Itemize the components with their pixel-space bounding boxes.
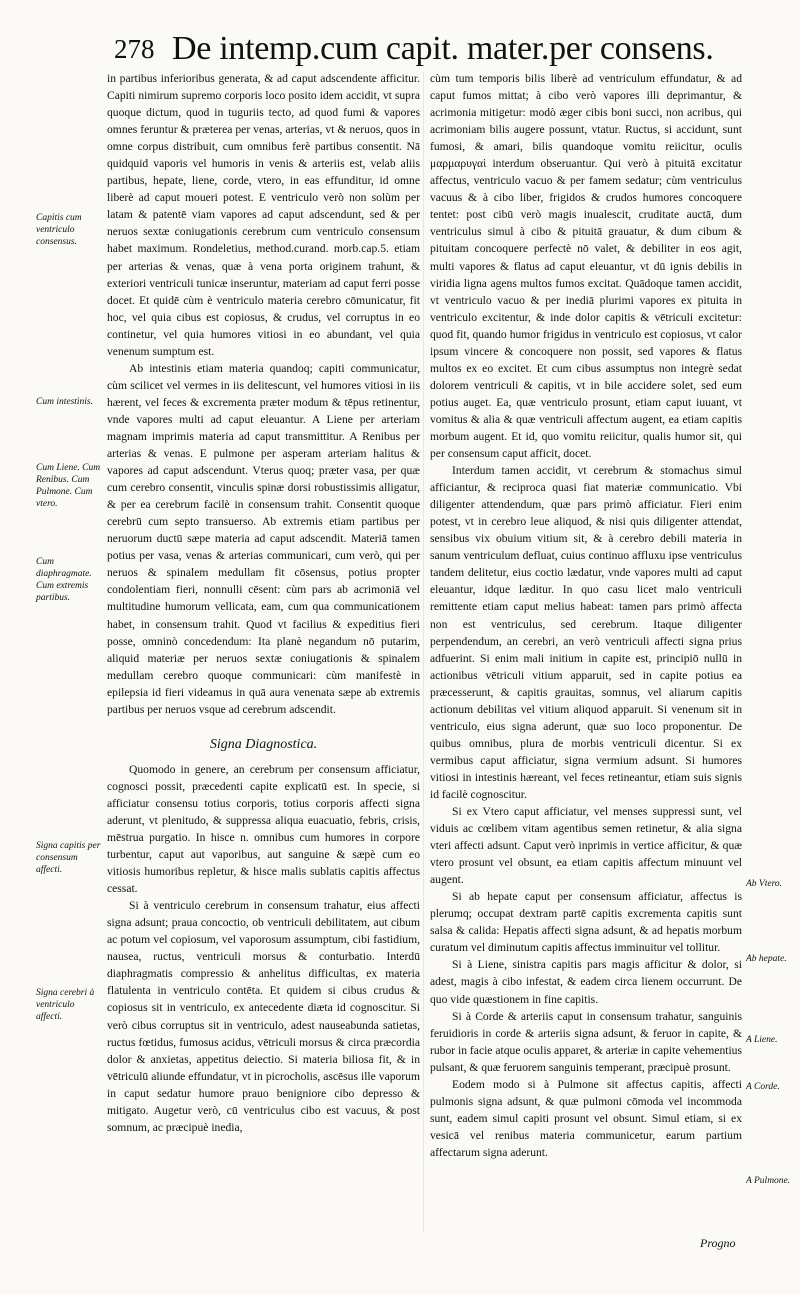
paragraph: Si à Liene, sinistra capitis pars magis afficitur & dolor, si adest, magis à cibo infestat, & eadem circa lienem occurrunt. De quo vide quæstionem in fine capitis. — [430, 958, 742, 1006]
margin-note: Cum intestinis. — [36, 397, 94, 407]
paragraph: Si à Corde & arteriis caput in consensum trahatur, sanguinis feruidioris in corde & arteriis signa adsunt, & feruor in capite, & rubor in facie atque oculis apparet, & arteriæ in capite vehementius pulsant, & quæ feruorem sanguinis temperant, præcipuè prosunt. — [430, 1009, 742, 1074]
margin-note: Capitis cum ventriculo consensus. — [36, 213, 82, 247]
margin-note: A Liene. — [746, 1035, 778, 1045]
paragraph: in partibus inferioribus generata, & ad caput adscendente afficitur. Capiti nimirum supremo corporis loco posito idem accidit, vt supra quoque dictum, quod in tuguriis tecto, ad quod fumi & vapores omnes feruntur & præterea per venas, arterias, vt & neruos, quos in omne corpus distribuit, cum omnibus ferè partibus consentit. Nā quidquid vaporis vel humoris in venis & arteriis est, velab aliis partibus, hepate, liene, corde, vtero, in eas effunditur, id omne liberè ad caput moueri potest. E ventriculo verò non solùm per latam & patentē viam vapores ad caput adscendunt, sed & per neruos sextæ coniugationis cerebrum cum ventriculo consensum habet maximum. Rondeletius, method.curand. morb.cap.5. etiam per arterias & venas, quæ à vena porta originem trahunt, & exteriori ventriculi tunicæ inseruntur, materiam ad caput ferri posse docet. Et quidē cùm è ventriculo materia cerebro cōmunicatur, fit hoc, vel quia cibus est copiosus, & crudus, vel corruptus in eo continetur, vel quia humores vitiosi in eo abundant, vel quia venenum sumptum est. — [107, 72, 420, 358]
margin-note: A Pulmone. — [746, 1176, 791, 1186]
margin-note: Cum Liene. Cum Renibus. Cum Pulmone. Cum vtero. — [36, 463, 101, 509]
margin-note: Cum diaphragmate. Cum extremis partibus. — [36, 557, 92, 603]
paragraph: cùm tum temporis bilis liberè ad ventriculum effundatur, & ad caput fumos mittat; à cibo verò vapores illi deprimantur, & acrimonia mitigetur: modò æger cibis boni succi, non acribus, qui acrimoniam bilis augere possunt, vtatur. Ructus, si accidunt, sunt fumosi, & amari, bilis quandoque vomitu reiicitur, oculis μαρμαρυγαὶ interdum obseruantur. Qui verò à pituitā excitatur affectus, ventriculo vacuo & per famem sedatur; cùm ventriculus vacuus & à cibo liber, frigidos & crudos humores concoquere tentet: post cibū verò magis inualescit, cruditate auctā, dum ventriculus simul à cibo & pituitā grauatur, & dum cibum & pituitam concoquere perfectè nō valet, & debiliter in eos agit, multi vapores & flatus ad caput eleuantur, vt dū ignis debilis in viridia ligna agens multos fumos excitat. Quādoque tamen accidit, vt ventriculo vacuo & per inediā plurimi vapores ex pituita in ventriculo excitentur, & inde dolor capitis & vētriculi excitetur: quod fit, quando humor frigidus in ventriculo est copiosus, vt calor ipsum vincere & concoquere non possit, sed vapores & flatus multos ex eo excitet. Et cum cibus assumptus non integrè sedat dolorem ventriculi & capitis, vt in bile accidere solet, sed eum potius auget. Ea, quæ ventriculo prosunt, etiam caput iuuant, vt vomitus & alia & quæ ventriculi affectum augent, ea etiam capitis morbum augent. Et id, quo vomitu reiicitur, qualis humor sit, qui per consensum caput afficit, docet. — [430, 72, 742, 461]
margin-note: Signa capitis per consensum affecti. — [36, 841, 101, 875]
right-column — [430, 70, 742, 1161]
section-heading: Signa Diagnostica. — [209, 736, 318, 752]
catchword: Progno — [700, 1236, 736, 1250]
page-header — [100, 30, 800, 70]
left-column — [107, 70, 420, 1136]
margin-note: A Corde. — [746, 1082, 780, 1092]
paragraph: Si ab hepate caput per consensum afficiatur, affectus is plerumq; occupat dextram partē capitis excrementa capitis sunt salsa & calida: Hepatis affecti signa adsunt, & ad hepatis morbum curatum vel diminutum capitis affectus imminuitur vel tollitur. — [430, 890, 742, 955]
paragraph: Interdum tamen accidit, vt cerebrum & stomachus simul afficiantur, & reciproca quasi fiat materiæ communicatio. Vbi diligenter attendendum, quæ pars primò afficiatur. Fieri enim potest, vt in cerebro leue aliquod, & nisi quis diligenter attendat, sensibus vix obuium vitium sit, & à cerebro debili materia in sanum ventriculum defluat, cuius continuo affluxu ipse ventriculus tandem delitetur, eius coctio lædatur, vnde vapores multi ad caput eleuantur, idque læditur. In quo casu licet malo ventriculi remittente etiam caput melius habeat: tamen pars primò affecta non est ventriculus, sed cerebrum. Itaque diligenter perpendendum, an cerebri, an verò ventriculi affecti signa prius adfuerint. Si enim mali initium in capite est, principiō nullū in actionibus vētriculi vitium apparuit, sed in capite potius ea præcesserunt, & capitis grauitas, somnus, vel aliarum capitis actionum debilitas vel vitium aliquod apparuit. Si venenum sit in ventriculo, eius signa aderunt, quæ suo loco proponentur. De quibus omnibus, plura de morbis ventriculi dicentur. Si ex vermibus caput afficiatur, signa vermium adsunt. Si humores vitiosi in intestinis hæreant, vel feces retineantur, etiam suis signis id facilè cognoscitur. — [430, 464, 742, 801]
margin-note: Ab hepate. — [746, 954, 787, 964]
paragraph: Ab intestinis etiam materia quandoq; capiti communicatur, cùm scilicet vel vermes in iis delitescunt, vel humores vitiosi in iis hærent, vel feces & excrementa præter modum & tēpus retinentur, vnde vapores multi ad caput eleuantur. A Liene per arteriam magnam imprimis materia ad caput transmittitur. A Renibus per arterias & venas. E pulmone per asperam arteriam halitus & vapores ad caput adscendunt. Vterus quoq; præter vasa, per quæ cum cerebro consentit, vinculis spinæ dorsi robustissimis alligatur, & per ea cerebrum facilè in consensum trahit. Consentit quoque cerebrū cum septo transuerso. Ab extremis etiam partibus per neruorum ductū sæpe materia ad caput adscendit. Materiā tamen potius per vasa, venas & arterias communicari, cum verò, qui per neruos & spinalem medullam fit cōsensus, potius propter condolentiam fieri, nonnulli cēsent: cùm pars ab acrimoniā vel multitudine humorum vellicata, eam, cum qua communicationem habet, in consensum trahit. Quod vt facilius & expeditius fieri posse, omninò concedendum: Ita planè negandum nō putarim, aliquid materiæ per neruos sextæ coniugationis & spinalem medullam cerebro quoque communicari: cùm manifestè in epilepsia id fieri videamus in quā aura venenata sæpe ab extremis partibus per neruos vsque ad cerebrum adscendit. — [107, 361, 420, 716]
page-number: 278 — [114, 34, 155, 64]
column-gutter — [423, 72, 424, 1232]
margin-note: Signa cerebri à ventriculo affecti. — [36, 988, 95, 1022]
running-head: De intemp.cum capit. mater.per consens. — [172, 30, 714, 67]
paragraph: Eodem modo si à Pulmone sit affectus capitis, affecti pulmonis signa adsunt, & quæ pulmoni cōmoda vel incommoda sunt, eadem simul capiti prosunt vel obsunt. Simul etiam, si ex vesicā vel renibus materia communicetur, earum partium affectarum signa aderunt. — [430, 1077, 742, 1159]
paragraph: Si ex Vtero caput afficiatur, vel menses suppressi sunt, vel viduis ac cœlibem vitam agentibus semen retinetur, & alia signa vteri affecti adsunt. Caput verò inprimis in vertice afficitur, & quæ vtero prosunt vel obsunt, ea etiam capitis affectum minuunt vel augent. — [430, 805, 742, 887]
paragraph: Si à ventriculo cerebrum in consensum trahatur, eius affecti signa adsunt; praua concoctio, ob ventriculi debilitatem, aut cibum ac potum vel copiosum, vel vaporosum assumptum, cibi fastidium, nausea, ructus, ventriculi morsus & conturbatio. Interdū diaphragmatis compressio & anhelitus difficultas, ex materia flatulenta in ventriculo contēta. Et quidem si cibus crudus & copiosus sit in ventriculo, ex antecedente diæta id cognoscitur. Si verò cibus corruptus sit in ventriculo, adest nauseabunda satietas, ructus fœtidus, fumosus acidus, vētriculi morsus & circa præcordia dolor & anxietas, appetitus deiectio. Si materia biliosa fit, & in vētriculū aliunde effundatur, vt in picrocholis, ascēsus ille vaporum in caput sedatur humore prauo benigniore cibo depresso & mitigato. Augetur verò, cū ventriculus cibo est vacuus, & post somnum, ac præcipuè inedia, — [107, 899, 420, 1134]
margin-note: Ab Vtero. — [746, 879, 783, 889]
paragraph: Quomodo in genere, an cerebrum per consensum afficiatur, cognosci possit, præcedenti capite explicatū est. In specie, si afficiatur consensu totius corporis, totius corporis affecti signa aderunt, vt plenitudo, & suppressa aliqua euacuatio, febris, crisis, mēstrua purgatio. In hisce n. omnibus cum humores in corpore turbentur, caput aut vaporibus, aut sanguine & sæpè cum eo vitiosis humoribus repletur, & hisce malis sublatis capitis affectus cessat. — [107, 762, 420, 896]
